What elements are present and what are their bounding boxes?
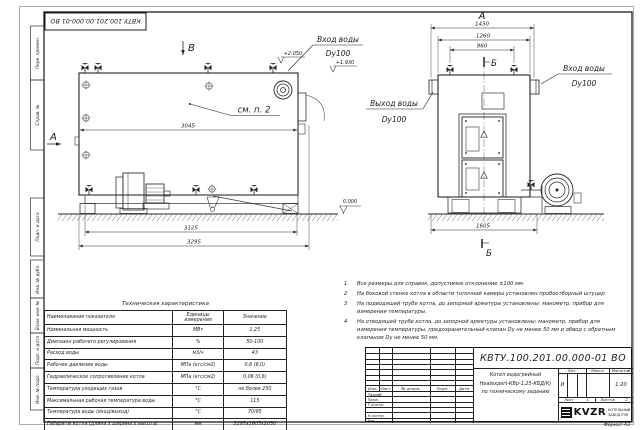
col-header-name: Наименование показателя <box>45 311 173 325</box>
scale-header: Масштаб <box>611 368 631 373</box>
margin-cell-label: Инв. № дубл. <box>36 264 41 294</box>
table-cell: °С <box>173 407 223 419</box>
valve-icon <box>95 63 102 73</box>
sig-row-nkontr: Н.контр. <box>367 413 385 418</box>
svg-text:В: В <box>188 43 195 54</box>
elevation-plus2050 <box>278 51 305 63</box>
col-header-podp: Подп. <box>436 385 449 391</box>
table-row <box>45 419 287 430</box>
title-block <box>365 347 632 422</box>
kvzr-logo-icon <box>561 407 572 418</box>
callout-see-note-2 <box>189 103 280 116</box>
logo-sub2: ЗАВОД РЭП <box>608 412 629 417</box>
view-arrow-A-side <box>47 132 61 144</box>
col-header-data: Дата <box>458 385 470 391</box>
table-cell: Максимальная рабочая температура воды <box>45 395 173 407</box>
note-item <box>344 280 622 288</box>
lifting-lug-icon <box>82 81 91 90</box>
svg-text:Б: Б <box>491 59 497 69</box>
table-cell: МПа (кгс/см2) <box>173 372 223 384</box>
sheet-label: Лист <box>564 397 575 402</box>
rear-door <box>298 93 324 134</box>
drain-funnel <box>207 197 219 207</box>
margin-cell-label: Взам. инв. № <box>36 300 41 331</box>
ground-hatch <box>428 214 604 221</box>
table-row <box>45 395 287 407</box>
notes-list <box>344 280 622 344</box>
col-header-doc: № докум. <box>401 385 421 391</box>
margin-cell-label: Подп. и дата <box>36 335 41 366</box>
svg-text:3295: 3295 <box>187 239 201 246</box>
table-cell: °С <box>173 395 223 407</box>
fan-motor-unit <box>116 173 170 214</box>
svg-text:1605: 1605 <box>476 223 490 230</box>
svg-text:Dy100: Dy100 <box>381 115 407 124</box>
divider <box>366 364 473 365</box>
divider <box>366 359 473 360</box>
ground-hatch <box>58 214 338 221</box>
margin-cell-label: Подп. и дата <box>36 212 41 242</box>
product-name-line1: Котел водогрейный <box>489 372 542 378</box>
view-arrow-B <box>183 41 195 55</box>
dim-3045 <box>80 124 297 131</box>
boiler-side-view <box>47 35 363 250</box>
mass-header: Масса <box>591 368 604 373</box>
svg-text:Dy100: Dy100 <box>571 79 597 88</box>
section-mark-B-bottom <box>482 239 492 259</box>
col-header-list: Лист <box>380 385 391 391</box>
svg-text:960: 960 <box>476 43 488 50</box>
inlet-flange-front <box>530 80 539 94</box>
scale-value: 1:20 <box>615 382 627 388</box>
note-text: На подводящей трубе котла, до запорной арматуры установлены: манометр, прибор для измерения температуры. <box>357 301 604 316</box>
svg-text:Вход воды: Вход воды <box>563 64 605 73</box>
boiler-front-view <box>366 11 612 259</box>
sig-row-razrab: Разраб. <box>367 391 383 397</box>
table-cell: Габариты котла (длина х ширина х высота) <box>45 419 173 430</box>
table-header-row <box>45 311 287 325</box>
divider <box>577 373 578 397</box>
sheets-value: 2 <box>625 397 628 402</box>
lifting-lug-icon <box>82 114 91 123</box>
outlet-flange <box>429 80 438 94</box>
table-row <box>45 383 287 395</box>
elevation-plus1930 <box>330 60 357 72</box>
sig-row-tkontr: Т.контр. <box>367 402 385 408</box>
table-cell: °С <box>173 383 223 395</box>
table-row <box>45 372 287 384</box>
table-cell: 3295х1605х2050 <box>223 419 286 430</box>
svg-text:Вход воды: Вход воды <box>317 35 359 44</box>
base-plinth <box>448 197 521 213</box>
dim-1260 <box>438 34 530 74</box>
table-row <box>45 336 287 348</box>
table-cell: 0,6 (6,0) <box>223 360 286 372</box>
divider <box>366 353 473 354</box>
table-cell: 43 <box>223 348 286 360</box>
inlet-flange <box>274 81 292 99</box>
product-name-line2: Heatexpert-КВр-1,25-КБД(К) <box>479 380 552 387</box>
table-cell: 70/95 <box>223 407 286 419</box>
lit-header: Лит. <box>567 368 577 373</box>
divider <box>567 373 568 397</box>
table-row <box>45 407 287 419</box>
svg-text:Б: Б <box>486 249 492 259</box>
logo-subtext <box>608 408 630 417</box>
lifting-lug-icon <box>82 151 91 160</box>
margin-cell-label: Инв. № подл. <box>36 374 41 404</box>
sight-glass <box>482 93 504 109</box>
logo-text: KVZR <box>573 407 607 418</box>
margin-cell-label: Перв. примен. <box>36 36 41 70</box>
top-stamp <box>45 13 146 30</box>
table-row <box>45 360 287 372</box>
format-note: Формат А3 <box>603 423 630 428</box>
note-item <box>344 300 622 316</box>
front-inlet-label <box>541 64 612 88</box>
valve-icon <box>205 63 212 73</box>
lifting-lug-icon <box>208 185 217 194</box>
section-mark-B-top <box>484 57 497 69</box>
valve-icon <box>193 185 200 195</box>
tech-table <box>44 310 287 430</box>
table-cell: 1,25 <box>223 325 286 337</box>
note-item <box>344 318 622 342</box>
svg-text:+1.930: +1.930 <box>335 60 355 66</box>
sheets-label: Листов <box>600 397 615 402</box>
valve-icon <box>86 185 93 195</box>
svg-text:3045: 3045 <box>181 123 195 130</box>
note-text: На отводящей трубе котла, до запорной арматуры установлены: манометр, прибор для измерения температуры, предохранительный клапан Dу не менее 50 мм и обвод с обратным клапаном Dу не менее 50 мм. <box>357 319 616 342</box>
svg-text:А: А <box>50 132 57 143</box>
lifting-lug-icon <box>205 82 214 91</box>
note-number: 1 <box>344 281 348 287</box>
table-cell: 115 <box>223 395 286 407</box>
valve-icon <box>511 65 518 75</box>
dim-960 <box>450 44 514 64</box>
svg-text:Dy100: Dy100 <box>325 49 351 58</box>
valve-icon <box>447 65 454 75</box>
table-cell: не более 250 <box>223 383 286 395</box>
table-cell: Температура уходящих газов <box>45 383 173 395</box>
svg-text:0.000: 0.000 <box>342 199 358 205</box>
lit-value: И <box>560 382 565 388</box>
col-header-unit: Единицы измерения <box>173 311 223 325</box>
margin-cell-label: Справ. № <box>36 104 41 126</box>
elevation-zero <box>339 199 361 214</box>
table-cell: Номинальная мощность <box>45 325 173 337</box>
valve-icon <box>528 180 535 190</box>
col-header-izm: Изм. <box>367 385 378 391</box>
top-stamp-doc-number: КВТУ.100.201.00.000-01 ВО <box>50 17 141 24</box>
furnace-doors <box>459 114 506 197</box>
sig-row-utv: Утв. <box>367 418 376 424</box>
table-cell: Рабочее давление воды <box>45 360 173 372</box>
doc-number: КВТУ.100.201.00.000-01 ВО <box>480 352 626 364</box>
svg-text:Выход воды: Выход воды <box>370 99 418 108</box>
view-label-A-front: А <box>478 11 486 22</box>
valve-icon <box>270 63 277 73</box>
svg-text:3125: 3125 <box>184 225 198 232</box>
table-cell: Расход воды <box>45 348 173 360</box>
company-logo <box>558 402 633 423</box>
margin-column <box>31 26 45 410</box>
sheet-value: 1 <box>586 397 589 402</box>
table-cell: 0,06 (0,6) <box>223 372 286 384</box>
tech-table-title: Техническая характеристика <box>122 301 209 307</box>
valve-icon <box>82 63 89 73</box>
table-row <box>45 348 287 360</box>
note-number: 2 <box>344 291 348 298</box>
table-cell: МВт <box>173 325 223 337</box>
table-cell: 50-100 <box>223 336 286 348</box>
logo-sub1: КОТЕЛЬНЫЙ <box>608 408 631 413</box>
divider <box>366 380 473 381</box>
table-cell: Диапазон рабочего регулирования <box>45 336 173 348</box>
note-text: Все размеры для справок, допустимое отклонение ±100 мм. <box>357 281 525 287</box>
table-cell: м3/ч <box>173 348 223 360</box>
note-text: На боковой стенке котла в области топочной камеры установлен пробоотборный штуцер <box>357 291 605 298</box>
sig-row-prov: Пров. <box>367 397 379 402</box>
front-outlet-label <box>366 92 433 124</box>
note-item <box>344 290 622 298</box>
table-cell: % <box>173 336 223 348</box>
tech-characteristics <box>44 301 287 430</box>
svg-text:см. п. 2: см. п. 2 <box>237 105 271 116</box>
product-name-line3: по техническому заданию <box>481 389 550 396</box>
product-name <box>474 371 557 421</box>
table-cell: МПа (кгс/см2) <box>173 360 223 372</box>
table-row <box>45 325 287 337</box>
divider <box>366 375 473 376</box>
note-number: 3 <box>344 301 348 308</box>
col-header-value: Значение <box>223 311 286 325</box>
svg-text:1260: 1260 <box>476 33 490 40</box>
svg-text:+2.050: +2.050 <box>283 51 303 57</box>
table-cell: Температура воды (вход/выход) <box>45 407 173 419</box>
note-number: 4 <box>344 319 348 326</box>
divider <box>366 369 473 370</box>
valve-icon <box>251 185 258 195</box>
svg-text:1430: 1430 <box>475 21 489 28</box>
table-cell: Гидравлическое сопротивление котла <box>45 372 173 384</box>
table-cell: мм <box>173 419 223 430</box>
